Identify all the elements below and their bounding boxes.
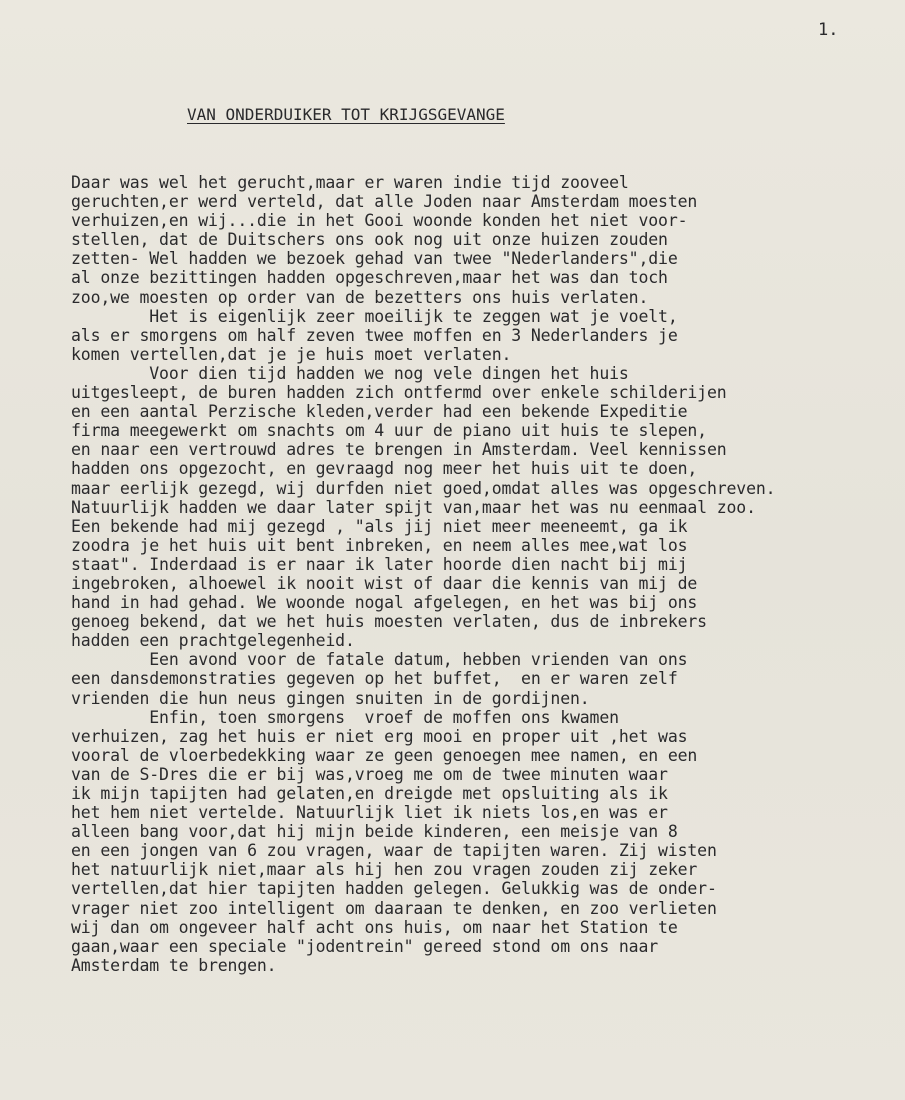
text-line: het natuurlijk niet,maar als hij hen zou vragen zouden zij zeker — [71, 860, 698, 880]
document-title: VAN ONDERDUIKER TOT KRIJGSGEVANGE — [187, 105, 505, 124]
text-line: vooral de vloerbedekking waar ze geen genoegen mee namen, en een — [71, 745, 698, 765]
text-line: al onze bezittingen hadden opgeschreven,maar het was dan toch — [71, 268, 668, 288]
text-line: als er smorgens om half zeven twee moffen en 3 Nederlanders je — [71, 325, 678, 345]
text-line: stellen, dat de Duitschers ons ook nog uit onze huizen zouden — [71, 230, 668, 250]
text-line: en een aantal Perzische kleden,verder had een bekende Expeditie — [71, 402, 688, 422]
text-line: verhuizen,en wij...die in het Gooi woonde konden het niet voor- — [71, 211, 688, 231]
text-line: komen vertellen,dat je je huis moet verlaten. — [71, 344, 512, 364]
text-line: uitgesleept, de buren hadden zich ontfermd over enkele schilderijen — [71, 383, 727, 403]
text-line: Natuurlijk hadden we daar later spijt van,maar het was nu eenmaal zoo. — [71, 497, 756, 517]
text-line: en naar een vertrouwd adres te brengen in Amsterdam. Veel kennissen — [71, 440, 727, 460]
text-line: gaan,waar een speciale "jodentrein" gereed stond om ons naar — [71, 936, 659, 956]
text-line: van de S-Dres die er bij was,vroeg me om de twee minuten waar — [71, 764, 668, 784]
text-line: vrienden die hun neus gingen snuiten in de gordijnen. — [71, 688, 590, 708]
text-line: een dansdemonstraties gegeven op het buffet, en er waren zelf — [71, 669, 678, 689]
text-line: hand in had gehad. We woonde nogal afgelegen, en het was bij ons — [71, 593, 698, 613]
text-line: vrager niet zoo intelligent om daaraan te denken, en zoo verlieten — [71, 898, 717, 918]
text-line: Een avond voor de fatale datum, hebben vrienden van ons — [71, 650, 688, 670]
text-line: genoeg bekend, dat we het huis moesten verlaten, dus de inbrekers — [71, 612, 707, 632]
text-line: ik mijn tapijten had gelaten,en dreigde met opsluiting als ik — [71, 784, 668, 803]
text-line: maar eerlijk gezegd, wij durfden niet goed,omdat alles was opgeschreven. — [71, 478, 776, 498]
text-line: vertellen,dat hier tapijten hadden gelegen. Gelukkig was de onder- — [71, 879, 717, 899]
text-line: zetten- Wel hadden we bezoek gehad van twee "Nederlanders",die — [71, 249, 678, 269]
text-line: Amsterdam te brengen. — [71, 955, 277, 975]
text-line: Een bekende had mij gezegd , "als jij niet meer meeneemt, ga ik — [71, 516, 688, 536]
text-line: ingebroken, alhoewel ik nooit wist of daar die kennis van mij de — [71, 573, 698, 593]
text-line: het hem niet vertelde. Natuurlijk liet ik niets los,en was er — [71, 803, 668, 823]
text-line: en een jongen van 6 zou vragen, waar de tapijten waren. Zij wisten — [71, 841, 717, 861]
text-line: hadden ons opgezocht, en gevraagd nog meer het huis uit te doen, — [71, 459, 698, 479]
text-line: hadden een prachtgelegenheid. — [71, 631, 355, 651]
page-number: 1. — [818, 20, 839, 40]
text-line: wij dan om ongeveer half acht ons huis, om naar het Station te — [71, 917, 678, 937]
text-line: Voor dien tijd hadden we nog vele dingen het huis — [71, 363, 629, 383]
text-line: zoodra je het huis uit bent inbreken, en neem alles mee,wat los — [71, 535, 688, 555]
text-line: alleen bang voor,dat hij mijn beide kinderen, een meisje van 8 — [71, 822, 678, 842]
text-line: Enfin, toen smorgens vroef de moffen ons kwamen — [71, 707, 619, 727]
text-line: verhuizen, zag het huis er niet erg mooi en proper uit ,het was — [71, 726, 688, 746]
text-line: firma meegewerkt om snachts om 4 uur de piano uit huis te slepen, — [71, 421, 707, 441]
body-text — [71, 173, 901, 975]
text-line: staat". Inderdaad is er naar ik later hoorde dien nacht bij mij — [71, 554, 688, 574]
text-line: Het is eigenlijk zeer moeilijk te zeggen wat je voelt, — [71, 306, 678, 326]
text-line: geruchten,er werd verteld, dat alle Joden naar Amsterdam moesten — [71, 192, 698, 212]
text-line: Daar was wel het gerucht,maar er waren indie tijd zooveel — [71, 173, 629, 192]
text-line: zoo,we moesten op order van de bezetters ons huis verlaten. — [71, 287, 649, 307]
